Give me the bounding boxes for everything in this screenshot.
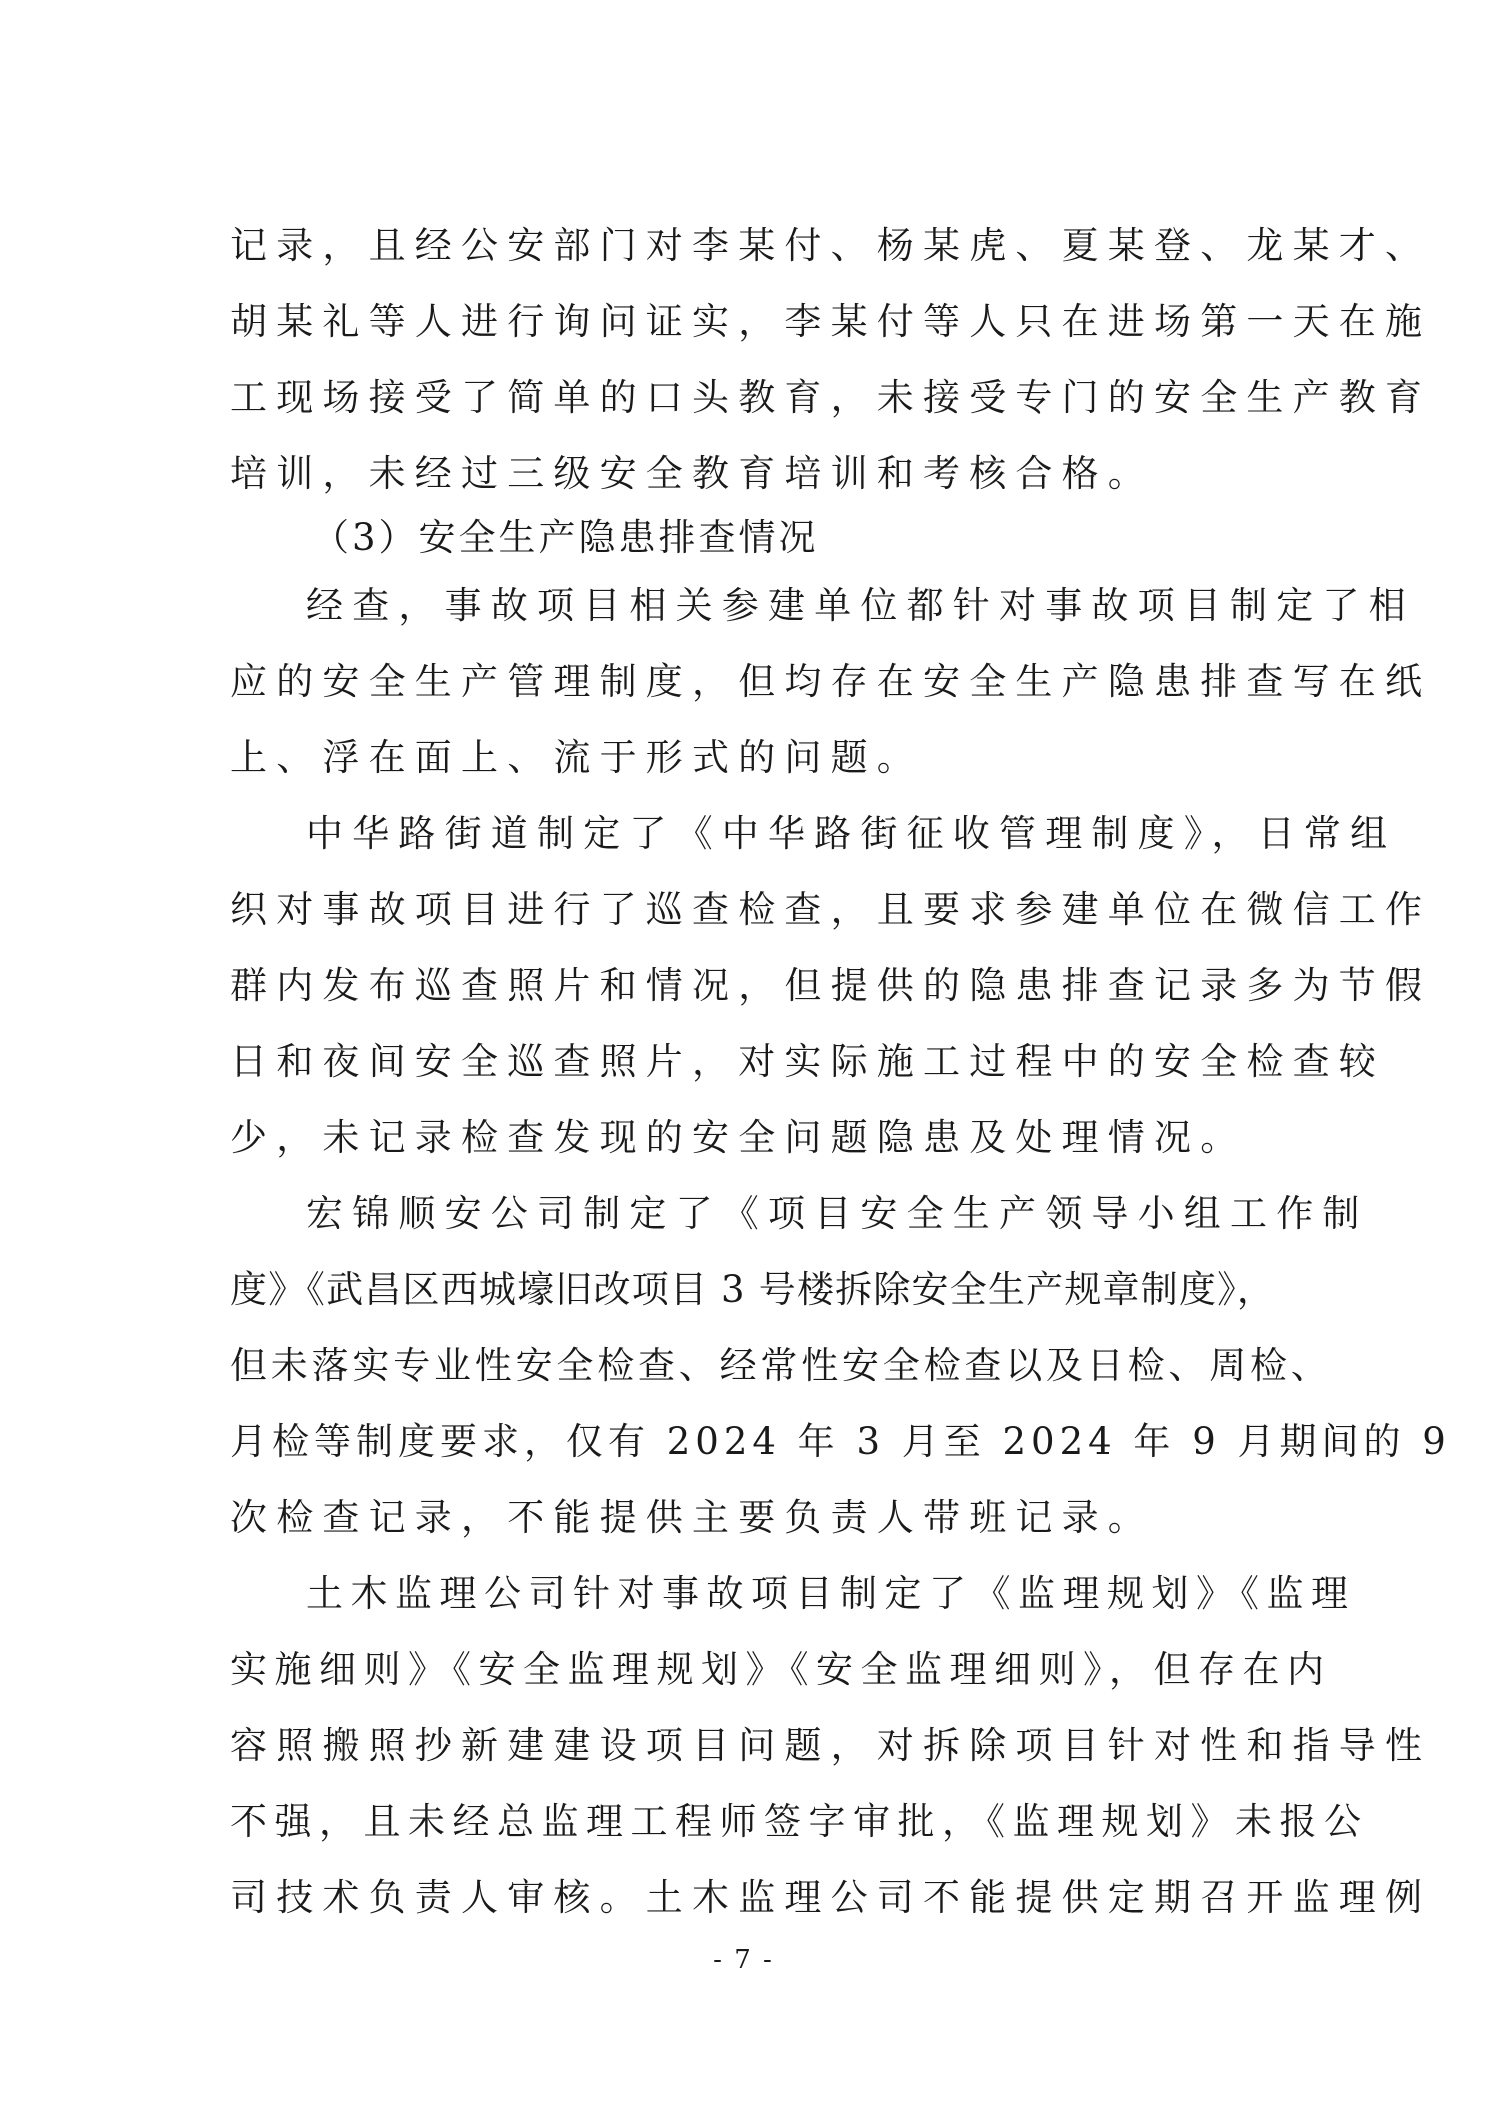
text-line: 月检等制度要求，仅有 2024 年 3 月至 2024 年 9 月期间的 9	[230, 1420, 1451, 1463]
text-line: 次检查记录，不能提供主要负责人带班记录。	[230, 1496, 1154, 1539]
text-line: 上、浮在面上、流于形式的问题。	[230, 736, 923, 779]
text-line: 度》《武昌区西城壕旧改项目 3 号楼拆除安全生产规章制度》，	[230, 1268, 1276, 1311]
section-heading: （3）安全生产隐患排查情况	[312, 516, 819, 559]
text-line: 但未落实专业性安全检查、经常性安全检查以及日检、周检、	[230, 1344, 1332, 1387]
text-line: 群内发布巡查照片和情况，但提供的隐患排查记录多为节假	[230, 964, 1432, 1007]
text-line: 工现场接受了简单的口头教育，未接受专门的安全生产教育	[230, 376, 1432, 419]
paragraph-first-line: 经查，事故项目相关参建单位都针对事故项目制定了相	[306, 584, 1415, 627]
paragraph-first-line: 中华路街道制定了《中华路街征收管理制度》，日常组	[306, 812, 1397, 855]
text-line: 织对事故项目进行了巡查检查，且要求参建单位在微信工作	[230, 888, 1432, 931]
text-line: 日和夜间安全巡查照片，对实际施工过程中的安全检查较	[230, 1040, 1385, 1083]
text-line: 容照搬照抄新建建设项目问题，对拆除项目针对性和指导性	[230, 1724, 1432, 1767]
text-line: 培训，未经过三级安全教育培训和考核合格。	[230, 452, 1154, 495]
text-line: 不强，且未经总监理工程师签字审批，《监理规划》未报公	[230, 1800, 1369, 1843]
paragraph-first-line: 土木监理公司针对事故项目制定了《监理规划》《监理	[306, 1572, 1356, 1615]
paragraph-first-line: 宏锦顺安公司制定了《项目安全生产领导小组工作制	[306, 1192, 1369, 1235]
text-line: 记录，且经公安部门对李某付、杨某虎、夏某登、龙某才、	[230, 224, 1432, 267]
text-line: 少，未记录检查发现的安全问题隐患及处理情况。	[230, 1116, 1247, 1159]
text-line: 胡某礼等人进行询问证实，李某付等人只在进场第一天在施	[230, 300, 1432, 343]
text-line: 司技术负责人审核。土木监理公司不能提供定期召开监理例	[230, 1876, 1432, 1919]
text-line: 应的安全生产管理制度，但均存在安全生产隐患排查写在纸	[230, 660, 1432, 703]
text-line: 实施细则》《安全监理规划》《安全监理细则》，但存在内	[230, 1648, 1332, 1691]
page-number: - 7 -	[713, 1945, 774, 1975]
